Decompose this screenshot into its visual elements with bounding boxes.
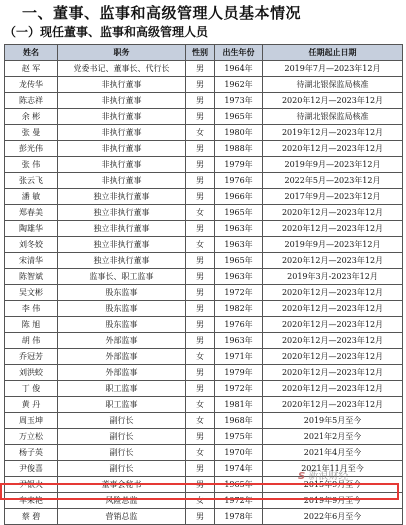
position-cell: 独立非执行董事 bbox=[58, 205, 186, 221]
position-cell: 独立非执行董事 bbox=[58, 189, 186, 205]
name-cell: 李 伟 bbox=[5, 301, 58, 317]
term-cell: 2019年12月—2023年12月 bbox=[263, 125, 403, 141]
gender-cell: 男 bbox=[186, 93, 215, 109]
position-cell: 职工监事 bbox=[58, 397, 186, 413]
term-cell: 2015年9月至今 bbox=[263, 477, 403, 493]
birth-year-cell: 1981年 bbox=[215, 397, 263, 413]
position-cell: 外部监事 bbox=[58, 365, 186, 381]
table-row bbox=[5, 285, 403, 301]
position-cell: 非执行董事 bbox=[58, 125, 186, 141]
term-cell: 2017年9月—2023年12月 bbox=[263, 189, 403, 205]
birth-year-cell: 1966年 bbox=[215, 189, 263, 205]
gender-cell: 男 bbox=[186, 61, 215, 77]
gender-cell: 女 bbox=[186, 205, 215, 221]
birth-year-cell: 1963年 bbox=[215, 269, 263, 285]
term-cell: 2020年12月—2023年12月 bbox=[263, 381, 403, 397]
position-cell: 非执行董事 bbox=[58, 109, 186, 125]
name-cell: 刘洪蛟 bbox=[5, 365, 58, 381]
name-cell: 张 伟 bbox=[5, 157, 58, 173]
position-cell: 非执行董事 bbox=[58, 77, 186, 93]
position-cell: 股东监事 bbox=[58, 301, 186, 317]
term-cell: 2022年5月—2023年12月 bbox=[263, 173, 403, 189]
table-row bbox=[5, 61, 403, 77]
term-cell: 2020年12月—2023年12月 bbox=[263, 221, 403, 237]
birth-year-cell: 1976年 bbox=[215, 317, 263, 333]
term-cell: 2020年12月—2023年12月 bbox=[263, 301, 403, 317]
table-row bbox=[5, 445, 403, 461]
position-cell: 副行长 bbox=[58, 429, 186, 445]
term-cell: 2019年9月—2023年12月 bbox=[263, 157, 403, 173]
name-cell: 张 曼 bbox=[5, 125, 58, 141]
name-cell: 杨子英 bbox=[5, 445, 58, 461]
name-cell: 陈 旭 bbox=[5, 317, 58, 333]
term-cell: 2021年2月至今 bbox=[263, 429, 403, 445]
position-cell: 非执行董事 bbox=[58, 93, 186, 109]
table-row bbox=[5, 157, 403, 173]
table-header-row bbox=[5, 45, 403, 61]
section-heading: 一、董事、监事和高级管理人员基本情况 bbox=[22, 4, 302, 22]
position-cell: 副行长 bbox=[58, 445, 186, 461]
gender-cell: 男 bbox=[186, 253, 215, 269]
name-cell: 黄 丹 bbox=[5, 397, 58, 413]
term-cell: 2021年11月至今 bbox=[263, 461, 403, 477]
position-cell: 党委书记、董事长、代行长 bbox=[58, 61, 186, 77]
gender-cell: 男 bbox=[186, 157, 215, 173]
column-header: 职务 bbox=[58, 45, 186, 61]
term-cell: 2020年12月—2023年12月 bbox=[263, 333, 403, 349]
birth-year-cell: 1979年 bbox=[215, 365, 263, 381]
birth-year-cell: 1972年 bbox=[215, 493, 263, 509]
name-cell: 尹银火 bbox=[5, 477, 58, 493]
position-cell: 股东监事 bbox=[58, 285, 186, 301]
term-cell: 待湖北银保监局核准 bbox=[263, 109, 403, 125]
table-row bbox=[5, 189, 403, 205]
gender-cell: 女 bbox=[186, 493, 215, 509]
gender-cell: 男 bbox=[186, 109, 215, 125]
table-row bbox=[5, 221, 403, 237]
table-row bbox=[5, 125, 403, 141]
position-cell: 外部监事 bbox=[58, 349, 186, 365]
position-cell: 监事长、职工监事 bbox=[58, 269, 186, 285]
name-cell: 张云飞 bbox=[5, 173, 58, 189]
table-row bbox=[5, 269, 403, 285]
gender-cell: 男 bbox=[186, 141, 215, 157]
name-cell: 车来艳 bbox=[5, 493, 58, 509]
position-cell: 非执行董事 bbox=[58, 173, 186, 189]
table-row bbox=[5, 365, 403, 381]
term-cell: 2020年12月—2023年12月 bbox=[263, 253, 403, 269]
term-cell: 2020年12月—2023年12月 bbox=[263, 317, 403, 333]
gender-cell: 女 bbox=[186, 125, 215, 141]
sub-heading: （一）现任董事、监事和高级管理人员 bbox=[4, 25, 209, 39]
birth-year-cell: 1973年 bbox=[215, 93, 263, 109]
position-cell: 独立非执行董事 bbox=[58, 237, 186, 253]
gender-cell: 男 bbox=[186, 429, 215, 445]
birth-year-cell: 1972年 bbox=[215, 381, 263, 397]
table-row bbox=[5, 413, 403, 429]
gender-cell: 男 bbox=[186, 365, 215, 381]
term-cell: 2020年12月—2023年12月 bbox=[263, 93, 403, 109]
gender-cell: 男 bbox=[186, 301, 215, 317]
gender-cell: 男 bbox=[186, 317, 215, 333]
gender-cell: 女 bbox=[186, 445, 215, 461]
name-cell: 龙传华 bbox=[5, 77, 58, 93]
birth-year-cell: 1968年 bbox=[215, 413, 263, 429]
name-cell: 万立松 bbox=[5, 429, 58, 445]
column-header: 姓名 bbox=[5, 45, 58, 61]
table-row bbox=[5, 253, 403, 269]
birth-year-cell: 1963年 bbox=[215, 333, 263, 349]
name-cell: 潘 敏 bbox=[5, 189, 58, 205]
term-cell: 2020年12月—2023年12月 bbox=[263, 349, 403, 365]
gender-cell: 男 bbox=[186, 173, 215, 189]
table-row bbox=[5, 301, 403, 317]
gender-cell: 男 bbox=[186, 381, 215, 397]
watermark-text: 新浪财经 bbox=[308, 471, 349, 482]
column-header: 性别 bbox=[186, 45, 215, 61]
term-cell: 2019年9月至今 bbox=[263, 493, 403, 509]
gender-cell: 男 bbox=[186, 77, 215, 93]
position-cell: 非执行董事 bbox=[58, 141, 186, 157]
name-cell: 宋清华 bbox=[5, 253, 58, 269]
table-row bbox=[5, 173, 403, 189]
term-cell: 2020年12月—2023年12月 bbox=[263, 141, 403, 157]
table-row bbox=[5, 333, 403, 349]
table-row bbox=[5, 349, 403, 365]
name-cell: 乔冠芳 bbox=[5, 349, 58, 365]
birth-year-cell: 1965年 bbox=[215, 109, 263, 125]
position-cell: 风险总监 bbox=[58, 493, 186, 509]
gender-cell: 男 bbox=[186, 333, 215, 349]
name-cell: 陈智斌 bbox=[5, 269, 58, 285]
term-cell: 2021年4月至今 bbox=[263, 445, 403, 461]
name-cell: 蔡 碧 bbox=[5, 509, 58, 525]
birth-year-cell: 1978年 bbox=[215, 509, 263, 525]
gender-cell: 女 bbox=[186, 349, 215, 365]
birth-year-cell: 1970年 bbox=[215, 445, 263, 461]
gender-cell: 男 bbox=[186, 285, 215, 301]
position-cell: 董事会秘书 bbox=[58, 477, 186, 493]
name-cell: 丁 俊 bbox=[5, 381, 58, 397]
birth-year-cell: 1962年 bbox=[215, 77, 263, 93]
birth-year-cell: 1965年 bbox=[215, 477, 263, 493]
table-row bbox=[5, 93, 403, 109]
table-row bbox=[5, 77, 403, 93]
gender-cell: 男 bbox=[186, 477, 215, 493]
sina-logo-icon: S bbox=[298, 471, 306, 482]
birth-year-cell: 1963年 bbox=[215, 237, 263, 253]
term-cell: 2020年12月—2023年12月 bbox=[263, 365, 403, 381]
gender-cell: 女 bbox=[186, 237, 215, 253]
birth-year-cell: 1979年 bbox=[215, 157, 263, 173]
name-cell: 吴文彬 bbox=[5, 285, 58, 301]
term-cell: 2019年5月至今 bbox=[263, 413, 403, 429]
table-row bbox=[5, 141, 403, 157]
term-cell: 2019年7月—2023年12月 bbox=[263, 61, 403, 77]
birth-year-cell: 1982年 bbox=[215, 301, 263, 317]
name-cell: 余 彬 bbox=[5, 109, 58, 125]
position-cell: 职工监事 bbox=[58, 381, 186, 397]
name-cell: 郑春美 bbox=[5, 205, 58, 221]
column-header: 任期起止日期 bbox=[263, 45, 403, 61]
birth-year-cell: 1971年 bbox=[215, 349, 263, 365]
position-cell: 独立非执行董事 bbox=[58, 221, 186, 237]
gender-cell: 男 bbox=[186, 509, 215, 525]
name-cell: 刘冬姣 bbox=[5, 237, 58, 253]
watermark bbox=[298, 467, 348, 482]
term-cell: 2019年9月—2023年12月 bbox=[263, 237, 403, 253]
name-cell: 尹俊喜 bbox=[5, 461, 58, 477]
name-cell: 彭光伟 bbox=[5, 141, 58, 157]
table-row bbox=[5, 109, 403, 125]
gender-cell: 男 bbox=[186, 269, 215, 285]
name-cell: 陈志祥 bbox=[5, 93, 58, 109]
management-table-container bbox=[4, 44, 402, 525]
birth-year-cell: 1980年 bbox=[215, 125, 263, 141]
table-row bbox=[5, 237, 403, 253]
table-row bbox=[5, 493, 403, 509]
gender-cell: 男 bbox=[186, 461, 215, 477]
position-cell: 股东监事 bbox=[58, 317, 186, 333]
table-row bbox=[5, 317, 403, 333]
gender-cell: 男 bbox=[186, 221, 215, 237]
birth-year-cell: 1963年 bbox=[215, 221, 263, 237]
birth-year-cell: 1976年 bbox=[215, 173, 263, 189]
gender-cell: 女 bbox=[186, 397, 215, 413]
position-cell: 营销总监 bbox=[58, 509, 186, 525]
position-cell: 副行长 bbox=[58, 413, 186, 429]
birth-year-cell: 1972年 bbox=[215, 285, 263, 301]
birth-year-cell: 1965年 bbox=[215, 253, 263, 269]
birth-year-cell: 1965年 bbox=[215, 205, 263, 221]
term-cell: 2022年6月至今 bbox=[263, 509, 403, 525]
term-cell: 待湖北银保监局核准 bbox=[263, 77, 403, 93]
name-cell: 胡 伟 bbox=[5, 333, 58, 349]
position-cell: 外部监事 bbox=[58, 333, 186, 349]
term-cell: 2020年12月—2023年12月 bbox=[263, 205, 403, 221]
table-row bbox=[5, 397, 403, 413]
term-cell: 2019年3月-2023年12月 bbox=[263, 269, 403, 285]
position-cell: 副行长 bbox=[58, 461, 186, 477]
table-row bbox=[5, 381, 403, 397]
birth-year-cell: 1964年 bbox=[215, 61, 263, 77]
birth-year-cell: 1975年 bbox=[215, 429, 263, 445]
table-row bbox=[5, 429, 403, 445]
table-row bbox=[5, 509, 403, 525]
gender-cell: 男 bbox=[186, 189, 215, 205]
table-row bbox=[5, 205, 403, 221]
term-cell: 2020年12月—2023年12月 bbox=[263, 285, 403, 301]
column-header: 出生年份 bbox=[215, 45, 263, 61]
birth-year-cell: 1974年 bbox=[215, 461, 263, 477]
position-cell: 非执行董事 bbox=[58, 157, 186, 173]
term-cell: 2020年12月—2023年12月 bbox=[263, 397, 403, 413]
birth-year-cell: 1988年 bbox=[215, 141, 263, 157]
name-cell: 赵 军 bbox=[5, 61, 58, 77]
name-cell: 陶雄华 bbox=[5, 221, 58, 237]
management-table bbox=[4, 44, 403, 525]
name-cell: 周玉坤 bbox=[5, 413, 58, 429]
position-cell: 独立非执行董事 bbox=[58, 253, 186, 269]
gender-cell: 女 bbox=[186, 413, 215, 429]
